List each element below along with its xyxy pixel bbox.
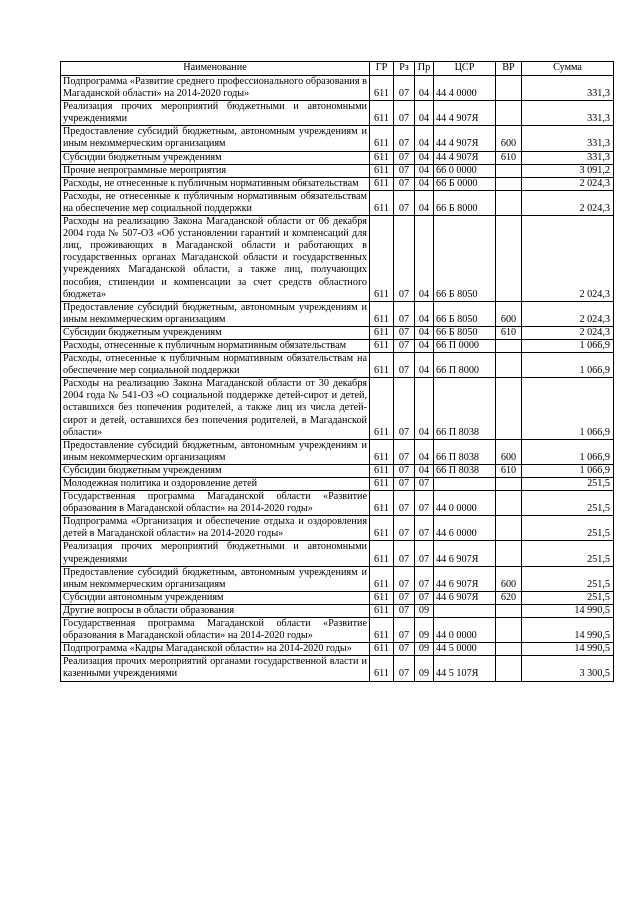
cell-csr	[434, 604, 496, 617]
cell-name: Реализация прочих мероприятий бюджетными и автономными учреждениями	[61, 101, 370, 126]
cell-rz: 07	[394, 516, 415, 541]
cell-csr: 44 6 0000	[434, 516, 496, 541]
cell-pr: 04	[415, 101, 434, 126]
cell-pr: 04	[415, 464, 434, 477]
cell-pr: 07	[415, 516, 434, 541]
cell-rz: 07	[394, 439, 415, 464]
cell-name: Расходы на реализацию Закона Магаданской области от 06 декабря 2004 года № 507-ОЗ «Об установлении гарантий и компенсаций для лиц, проживающих в Магаданской области и работающих в государственных органах Магаданской области и государственных учреждениях Магаданской области, а также лиц, получающих пособия, стипендии и компенсации за счет средств областного бюджета»	[61, 216, 370, 302]
cell-name: Государственная программа Магаданской области «Развитие образования в Магаданской области» на 2014-2020 годы»	[61, 491, 370, 516]
header-name: Наименование	[61, 62, 370, 76]
cell-sum: 251,5	[522, 491, 614, 516]
cell-gr: 611	[370, 177, 394, 190]
cell-pr: 09	[415, 618, 434, 643]
cell-vr: 600	[496, 301, 522, 326]
cell-vr	[496, 656, 522, 681]
table-row	[61, 656, 614, 681]
table-row	[61, 643, 614, 656]
cell-rz: 07	[394, 164, 415, 177]
cell-gr: 611	[370, 126, 394, 151]
cell-rz: 07	[394, 618, 415, 643]
cell-vr	[496, 643, 522, 656]
cell-sum: 14 990,5	[522, 643, 614, 656]
cell-rz: 07	[394, 101, 415, 126]
cell-name: Подпрограмма «Развитие среднего профессионального образования в Магаданской области» на 2014-2020 годы»	[61, 76, 370, 101]
cell-name: Реализация прочих мероприятий органами государственной власти и казенными учреждениями	[61, 656, 370, 681]
cell-sum: 251,5	[522, 591, 614, 604]
cell-sum: 14 990,5	[522, 604, 614, 617]
cell-csr: 44 0 0000	[434, 618, 496, 643]
cell-pr: 04	[415, 353, 434, 378]
cell-csr: 66 0 0000	[434, 164, 496, 177]
cell-vr	[496, 378, 522, 439]
table-row	[61, 339, 614, 352]
cell-sum: 3 300,5	[522, 656, 614, 681]
table-row	[61, 566, 614, 591]
cell-csr: 66 Б 8050	[434, 216, 496, 302]
cell-name: Предоставление субсидий бюджетным, автономным учреждениям и иным некоммерческим организациям	[61, 301, 370, 326]
cell-gr: 611	[370, 439, 394, 464]
cell-vr	[496, 604, 522, 617]
cell-sum: 1 066,9	[522, 464, 614, 477]
cell-csr: 66 П 8000	[434, 353, 496, 378]
cell-name: Субсидии бюджетным учреждениям	[61, 326, 370, 339]
cell-name: Предоставление субсидий бюджетным, автономным учреждениям и иным некоммерческим организациям	[61, 126, 370, 151]
cell-csr: 44 4 907Я	[434, 151, 496, 164]
cell-vr: 620	[496, 591, 522, 604]
cell-name: Прочие непрограммные мероприятия	[61, 164, 370, 177]
table-row	[61, 378, 614, 439]
cell-gr: 611	[370, 491, 394, 516]
cell-csr: 66 П 8038	[434, 378, 496, 439]
cell-name: Молодежная политика и оздоровление детей	[61, 478, 370, 491]
cell-csr: 66 Б 8000	[434, 190, 496, 215]
cell-csr: 44 4 0000	[434, 76, 496, 101]
cell-gr: 611	[370, 566, 394, 591]
cell-rz: 07	[394, 326, 415, 339]
header-csr: ЦСР	[434, 62, 496, 76]
cell-gr: 611	[370, 326, 394, 339]
cell-sum: 251,5	[522, 566, 614, 591]
cell-gr: 611	[370, 464, 394, 477]
cell-pr: 09	[415, 604, 434, 617]
cell-name: Другие вопросы в области образования	[61, 604, 370, 617]
cell-vr	[496, 516, 522, 541]
cell-gr: 611	[370, 516, 394, 541]
cell-sum: 1 066,9	[522, 339, 614, 352]
cell-vr	[496, 164, 522, 177]
cell-pr: 04	[415, 339, 434, 352]
cell-vr	[496, 339, 522, 352]
cell-rz: 07	[394, 478, 415, 491]
cell-sum: 2 024,3	[522, 301, 614, 326]
cell-sum: 1 066,9	[522, 353, 614, 378]
cell-rz: 07	[394, 566, 415, 591]
cell-gr: 611	[370, 164, 394, 177]
cell-sum: 2 024,3	[522, 326, 614, 339]
table-row	[61, 216, 614, 302]
table-row	[61, 326, 614, 339]
cell-name: Расходы, не отнесенные к публичным нормативным обязательствам на обеспечение мер социальной поддержки	[61, 190, 370, 215]
header-vr: ВР	[496, 62, 522, 76]
cell-vr	[496, 353, 522, 378]
cell-pr: 04	[415, 151, 434, 164]
cell-sum: 2 024,3	[522, 177, 614, 190]
cell-vr	[496, 541, 522, 566]
cell-name: Субсидии бюджетным учреждениям	[61, 151, 370, 164]
cell-pr: 04	[415, 190, 434, 215]
cell-csr: 44 6 907Я	[434, 591, 496, 604]
cell-pr: 07	[415, 541, 434, 566]
cell-sum: 1 066,9	[522, 439, 614, 464]
cell-sum: 1 066,9	[522, 378, 614, 439]
cell-gr: 611	[370, 618, 394, 643]
cell-sum: 2 024,3	[522, 216, 614, 302]
budget-table	[60, 61, 614, 682]
cell-name: Расходы на реализацию Закона Магаданской области от 30 декабря 2004 года № 541-ОЗ «О социальной поддержке детей-сирот и детей, оставшихся без попечения родителей, а также лиц из числа детей-сирот и детей, оставшихся без попечения родителей, в Магаданской области»	[61, 378, 370, 439]
cell-name: Расходы, отнесенные к публичным нормативным обязательствам на обеспечение мер социальной поддержки	[61, 353, 370, 378]
cell-sum: 331,3	[522, 76, 614, 101]
cell-pr: 04	[415, 439, 434, 464]
table-row	[61, 151, 614, 164]
table-header	[61, 62, 614, 76]
header-rz: Рз	[394, 62, 415, 76]
cell-rz: 07	[394, 76, 415, 101]
cell-gr: 611	[370, 591, 394, 604]
cell-rz: 07	[394, 591, 415, 604]
cell-name: Предоставление субсидий бюджетным, автономным учреждениям и иным некоммерческим организациям	[61, 439, 370, 464]
cell-csr: 44 4 907Я	[434, 101, 496, 126]
cell-csr: 44 6 907Я	[434, 541, 496, 566]
cell-vr	[496, 101, 522, 126]
header-row	[61, 62, 614, 76]
cell-csr: 66 П 0000	[434, 339, 496, 352]
cell-gr: 611	[370, 541, 394, 566]
cell-name: Предоставление субсидий бюджетным, автономным учреждениям и иным некоммерческим организациям	[61, 566, 370, 591]
cell-rz: 07	[394, 353, 415, 378]
cell-name: Субсидии бюджетным учреждениям	[61, 464, 370, 477]
table-row	[61, 177, 614, 190]
table-row	[61, 516, 614, 541]
cell-gr: 611	[370, 76, 394, 101]
cell-gr: 611	[370, 478, 394, 491]
cell-gr: 611	[370, 190, 394, 215]
cell-csr: 44 4 907Я	[434, 126, 496, 151]
cell-csr: 44 0 0000	[434, 491, 496, 516]
cell-csr: 66 П 8038	[434, 464, 496, 477]
cell-vr: 610	[496, 151, 522, 164]
table-row	[61, 190, 614, 215]
cell-pr: 07	[415, 491, 434, 516]
cell-csr: 66 Б 8050	[434, 326, 496, 339]
cell-rz: 07	[394, 151, 415, 164]
cell-csr: 66 Б 0000	[434, 177, 496, 190]
cell-name: Реализация прочих мероприятий бюджетными и автономными учреждениями	[61, 541, 370, 566]
cell-name: Расходы, отнесенные к публичным нормативным обязательствам	[61, 339, 370, 352]
table-row	[61, 164, 614, 177]
table-row	[61, 464, 614, 477]
cell-rz: 07	[394, 643, 415, 656]
cell-rz: 07	[394, 126, 415, 151]
cell-vr	[496, 216, 522, 302]
cell-vr	[496, 190, 522, 215]
cell-vr	[496, 618, 522, 643]
header-sum: Сумма	[522, 62, 614, 76]
cell-csr	[434, 478, 496, 491]
cell-sum: 331,3	[522, 101, 614, 126]
cell-pr: 04	[415, 216, 434, 302]
cell-name: Государственная программа Магаданской области «Развитие образования в Магаданской области» на 2014-2020 годы»	[61, 618, 370, 643]
cell-csr: 66 П 8038	[434, 439, 496, 464]
cell-rz: 07	[394, 216, 415, 302]
cell-sum: 2 024,3	[522, 190, 614, 215]
table-body	[61, 76, 614, 682]
table-row	[61, 478, 614, 491]
cell-pr: 04	[415, 378, 434, 439]
cell-rz: 07	[394, 190, 415, 215]
cell-vr	[496, 76, 522, 101]
cell-gr: 611	[370, 216, 394, 302]
cell-rz: 07	[394, 301, 415, 326]
cell-vr	[496, 478, 522, 491]
table-row	[61, 76, 614, 101]
cell-csr: 44 5 0000	[434, 643, 496, 656]
table-row	[61, 353, 614, 378]
cell-vr: 600	[496, 566, 522, 591]
table-row	[61, 618, 614, 643]
cell-sum: 14 990,5	[522, 618, 614, 643]
cell-rz: 07	[394, 177, 415, 190]
cell-gr: 611	[370, 656, 394, 681]
cell-pr: 09	[415, 656, 434, 681]
table-row	[61, 541, 614, 566]
cell-name: Субсидии автономным учреждениям	[61, 591, 370, 604]
cell-pr: 04	[415, 301, 434, 326]
cell-rz: 07	[394, 464, 415, 477]
cell-pr: 07	[415, 566, 434, 591]
cell-sum: 251,5	[522, 516, 614, 541]
cell-gr: 611	[370, 301, 394, 326]
cell-pr: 07	[415, 591, 434, 604]
cell-name: Подпрограмма «Организация и обеспечение отдыха и оздоровления детей в Магаданской области» на 2014-2020 годы»	[61, 516, 370, 541]
cell-csr: 44 6 907Я	[434, 566, 496, 591]
cell-gr: 611	[370, 339, 394, 352]
cell-vr: 610	[496, 326, 522, 339]
cell-pr: 09	[415, 643, 434, 656]
cell-rz: 07	[394, 378, 415, 439]
table-row	[61, 604, 614, 617]
cell-gr: 611	[370, 101, 394, 126]
cell-pr: 04	[415, 326, 434, 339]
table-row	[61, 126, 614, 151]
cell-sum: 331,3	[522, 126, 614, 151]
header-gr: ГР	[370, 62, 394, 76]
cell-vr: 610	[496, 464, 522, 477]
cell-sum: 251,5	[522, 478, 614, 491]
cell-rz: 07	[394, 541, 415, 566]
cell-rz: 07	[394, 339, 415, 352]
header-pr: Пр	[415, 62, 434, 76]
cell-pr: 04	[415, 126, 434, 151]
cell-gr: 611	[370, 378, 394, 439]
cell-name: Подпрограмма «Кадры Магаданской области» на 2014-2020 годы»	[61, 643, 370, 656]
table-row	[61, 439, 614, 464]
table-row	[61, 491, 614, 516]
cell-vr: 600	[496, 439, 522, 464]
cell-vr	[496, 491, 522, 516]
table-row	[61, 101, 614, 126]
cell-rz: 07	[394, 656, 415, 681]
cell-pr: 04	[415, 76, 434, 101]
cell-vr: 600	[496, 126, 522, 151]
table-row	[61, 301, 614, 326]
cell-gr: 611	[370, 151, 394, 164]
table-row	[61, 591, 614, 604]
cell-csr: 44 5 107Я	[434, 656, 496, 681]
cell-gr: 611	[370, 604, 394, 617]
cell-name: Расходы, не отнесенные к публичным нормативным обязательствам	[61, 177, 370, 190]
cell-rz: 07	[394, 491, 415, 516]
cell-pr: 04	[415, 164, 434, 177]
cell-sum: 251,5	[522, 541, 614, 566]
cell-pr: 04	[415, 177, 434, 190]
cell-gr: 611	[370, 643, 394, 656]
cell-vr	[496, 177, 522, 190]
cell-rz: 07	[394, 604, 415, 617]
cell-gr: 611	[370, 353, 394, 378]
cell-sum: 3 091,2	[522, 164, 614, 177]
cell-csr: 66 Б 8050	[434, 301, 496, 326]
cell-pr: 07	[415, 478, 434, 491]
cell-sum: 331,3	[522, 151, 614, 164]
